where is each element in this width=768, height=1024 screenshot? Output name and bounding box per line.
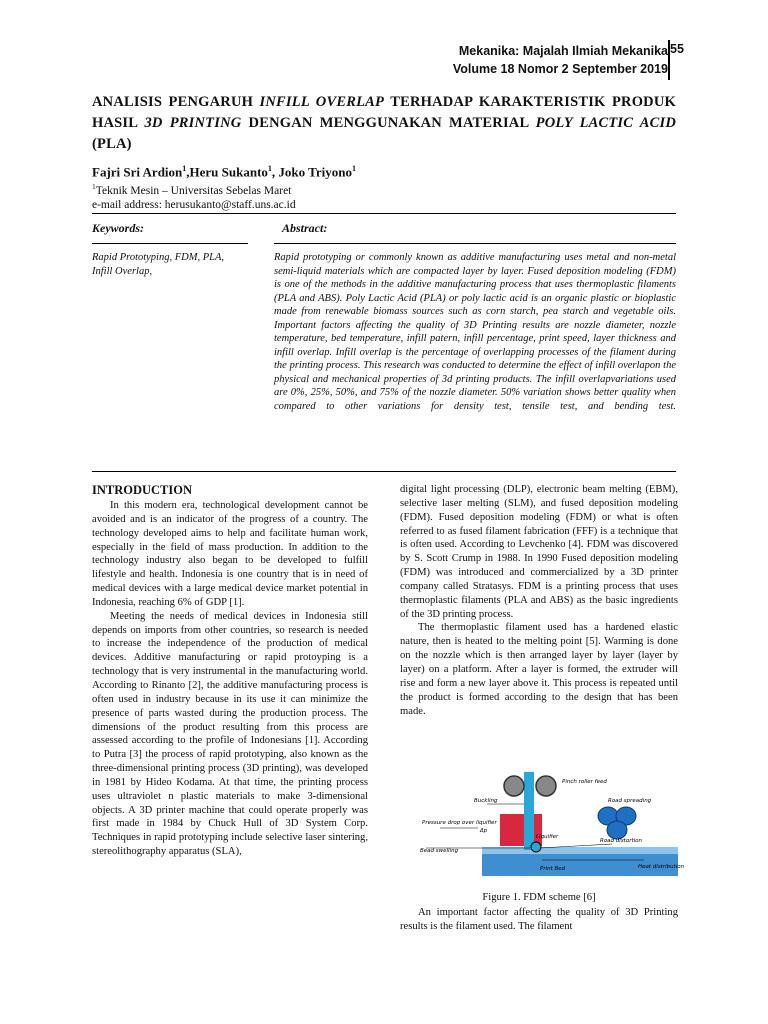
svg-text:Pressure drop over liquifier: Pressure drop over liquifier (422, 820, 497, 826)
keywords-rule (92, 243, 248, 244)
filament (524, 772, 534, 850)
liquifier-block (500, 814, 542, 846)
abstract-bottom-rule (92, 471, 676, 472)
affiliation: $^1$Teknik Mesin – Universitas Sebelas Maret e-mail address: herusukanto@staff.uns.ac.id (92, 182, 296, 211)
svg-text:Δp: Δp (480, 828, 488, 834)
paragraph: The thermoplastic filament used has a hardened elastic nature, then is heated to the melting point [5]. Warming is done on the nozzle which is then arranged layer by layer (layer by layer) on a platform. After a layer is formed, the extruder will rise and form a new layer above it. This process is repeated until the product is formed according to the design that has been made. (400, 622, 678, 717)
svg-text:Print Bed: Print Bed (540, 866, 566, 872)
paragraph: In this modern era, technological development cannot be avoided and is an indicator of the progress of a country. The technology developed aims to help and facilitate human work, especially in the field of mass production. In addition to the technology industry also began to be developed to fulfill lifestyle and health. Indonesia is one country that is in need of medical devices with a large medical device market potential in Indonesia, reaching 6% of GDP [1]. (92, 500, 368, 608)
right-column-continued (400, 906, 678, 934)
svg-text:Pinch roller feed: Pinch roller feed (562, 779, 607, 785)
paper-title: ANALISIS PENGARUH INFILL OVERLAP TERHADAP KARAKTERISTIK PRODUK HASIL 3D PRINTING DENGAN MENGGUNAKAN MATERIAL POLY LACTIC ACID (PLA) (92, 94, 676, 152)
figure-caption: Figure 1. FDM scheme [6] (482, 892, 596, 903)
svg-text:Road spreading: Road spreading (608, 798, 652, 804)
pinch-roller (504, 776, 524, 796)
journal-volume: Volume 18 Nomor 2 September 2019 (452, 62, 668, 76)
fdm-scheme-figure (412, 772, 685, 890)
journal-header (453, 42, 668, 78)
authors: Fajri Sri Ardion$^1$,Heru Sukanto$^1$, Joko Triyono$^1$ (92, 164, 356, 180)
right-column (400, 483, 678, 718)
top-rule (92, 213, 676, 214)
svg-text:Heat distribution: Heat distribution (638, 864, 685, 870)
left-column (92, 483, 368, 859)
page-number: 55 (670, 42, 684, 56)
paragraph: An important factor affecting the quality of 3D Printing results is the filament used. The filament (400, 907, 678, 932)
keywords-heading: Keywords: (92, 221, 144, 235)
svg-text:Liquifier: Liquifier (536, 834, 559, 840)
intro-heading: INTRODUCTION (92, 483, 193, 497)
paragraph: Meeting the needs of medical devices in Indonesia still depends on imports from other countries, so research is needed to increase the independence of the production of medical devices. Additive manufacturing or rapid protoyping is a technology that is very instrumental in the manufacturing world. According to Rinanto [2], the additive manufacturing process is often used in industry because in its use it can minimize the presence of parts wasted during the production process. The dimensions of the product resulting from this process are assessed according to the profile of Indonesians [1]. According to Putra [3] the process of rapid prototyping, also known as the three-dimensional printing process (3D printing), was developed in 1981 by Hideo Kodama. At that time, the printing process uses ultraviolet n plastic materials to make 3-dimensional objects. A 3D printer machine that could operate properly was first made in 1984 by Chuck Hull of 3D System Corp. Techniques in rapid prototyping include selective laser sintering, stereolithography apparatus (SLA), (92, 610, 368, 858)
journal-name: Mekanika: Majalah Ilmiah Mekanika (458, 44, 668, 58)
svg-text:Road distortion: Road distortion (600, 838, 642, 844)
abstract-text: Rapid prototyping or commonly known as additive manufacturing uses metal and non-metal semi-liquid materials which are compacted layer by layer. Fused deposition modeling (FDM) is one of the methods in the additive manufacturing process that uses thermoplastic filaments (PLA and ABS). Poly Lactic Acid (PLA) or poly lactic acid is an organic plastic or bioplastic made from renewable biomass sources such as corn starch, pea starch and vegetable oils. Important factors affecting the quality of 3D Printing results are nozzle diameter, nozzle temperature, bed temperature, infill patern, infill percentage, print speed, layer thickness and infill overlap. Infill overlap is the percentage of overlapping processes of the filament during the printing process. This research was conducted to determine the effect of infill overlapon the physical and mechanical properties of 3d printing products. The infill overlapvariations used are 0%, 25%, 50%, and 75% of the nozzle diameter. 50% variation shows better quality when compared to other variations for density test, tensile test, and bending test. (274, 252, 676, 412)
svg-text:Bead swelling: Bead swelling (420, 848, 459, 854)
abstract-rule (274, 243, 676, 244)
abstract-heading: Abstract: (282, 221, 328, 235)
svg-text:Buckling: Buckling (474, 798, 498, 804)
email: e-mail address: herusukanto@staff.uns.ac.id (92, 198, 296, 211)
paragraph: digital light processing (DLP), electronic beam melting (EBM), selective laser melting (SLM), and fused deposition modeling (FDM). Fused deposition modeling (FDM) or what is often referred to as fused filament fabrication (FFF) is a technique that is often used. According to Levchenko [4]. FDM was discovered by S. Scott Crump in 1988. In 1990 Fused deposition modeling (FDM) was introduced and commercialized by a 3D printer company called Stratasys. FDM is a printing process that uses thermoplastic filaments (PLA and ABS) as the basic ingredients of the 3D printing process. (400, 484, 678, 620)
pinch-roller (536, 776, 556, 796)
keywords-text: Rapid Prototyping, FDM, PLA, Infill Overlap, (92, 252, 225, 277)
